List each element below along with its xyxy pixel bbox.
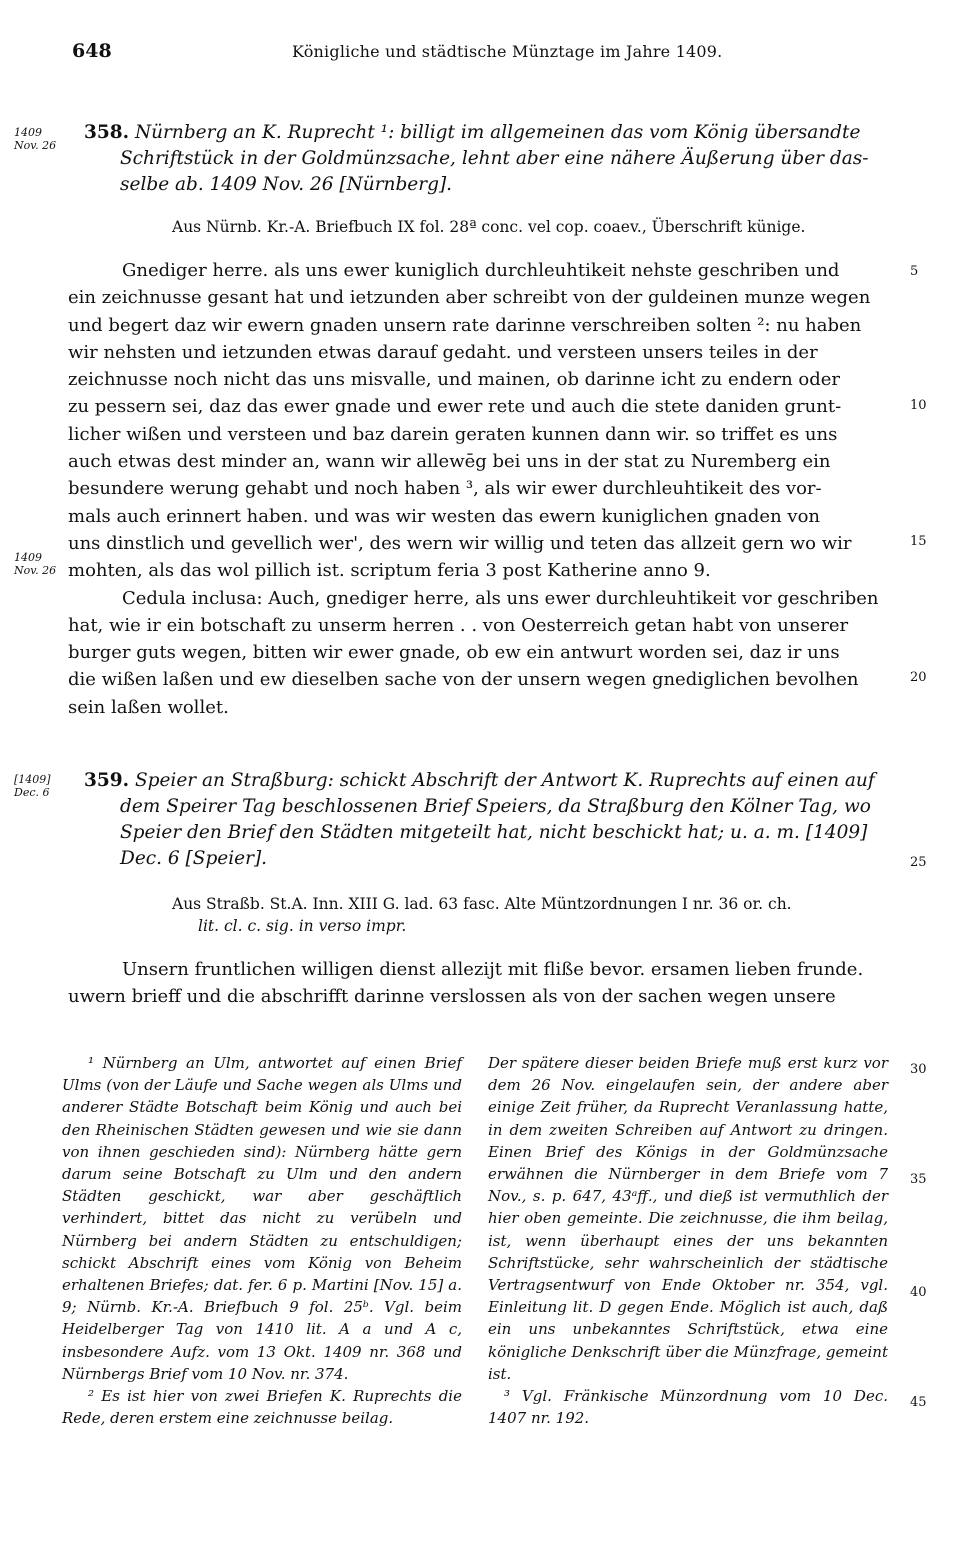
text-line: mals auch erinnert haben. und was wir westen das ewern kuniglichen gnaden von [68,505,821,527]
text-line: ein zeichnusse gesant hat und ietzunden aber schreibt von der guldeinen munze wegen [68,287,871,309]
entry-number: 358. [84,122,130,143]
line-number: 10 [910,398,927,413]
text-line: Unsern fruntlichen willigen dienst allezijt mit fliße bevor. ersamen lieben frunde. [122,959,864,980]
text-line: burger guts wegen, bitten wir ewer gnade, ob ew ein antwurt worden sei, daz ir uns [68,642,840,664]
footnote-3: ³ Vgl. Fränkische Münzordnung vom 10 Dec. 1407 nr. 192. [488,1387,888,1428]
footnotes-right-column [488,1052,888,1429]
entry-358-text [68,257,896,721]
text-line: wir nehsten und ietzunden etwas darauf gedaht. und versteen unsers teiles in der [68,341,818,363]
text-line: licher wißen und versteen und baz darein geraten kunnen dann wir. so triffet es uns [68,423,838,445]
entry-359-text [68,956,896,1011]
line-number: 20 [910,670,927,685]
line-number: 45 [910,1395,927,1410]
entry-358-heading-line: 358. Nürnberg an K. Ruprecht ¹: billigt im allgemeinen das vom König übersandte [84,122,861,143]
entry-358-heading-line: Schriftstück in der Goldmünzsache, lehnt aber eine nähere Äußerung über das- [120,148,869,169]
entry-358-source: Aus Nürnb. Kr.-A. Briefbuch IX fol. 28ª conc. vel cop. coaev., Überschrift künige. [172,218,806,236]
line-number: 15 [910,534,927,549]
text-line: zeichnusse noch nicht das uns misvalle, und mainen, ob darinne icht zu endern oder [68,369,840,391]
line-number: 35 [910,1172,927,1187]
entry-359-heading [84,768,904,872]
footnotes [62,1052,898,1452]
entry-number: 359. [84,770,130,791]
footnotes-left-column [62,1052,462,1429]
margin-date-359: [1409] Dec. 6 [14,773,51,799]
footnote-1: ¹ Nürnberg an Ulm, antwortet auf einen Brief Ulms (von der Läufe und Sache wegen als Ulms und anderer Städte Botschaft beim König und auch bei den Rheinischen Städten gewesen und wie sie dann von ihnen geschieden sind): Nürnberg hätte gern darum seine Botschaft zu Ulm und den andern Städten geschickt, war aber geschäftlich verhindert, bittet das nicht zu verübeln und Nürnberg bei andern Städten zu entschuldigen; schickt Abschrift eines vom König von Beheim erhaltenen Briefes; dat. fer. 6 p. Martini [Nov. 15] a. 9; Nürnb. Kr.-A. Briefbuch 9 fol. 25ᵇ. Vgl. beim Heidelberger Tag von 1410 lit. A a und A c, insbesondere Aufz. vom 13 Okt. 1409 nr. 368 und Nürnbergs Brief vom 10 Nov. nr. 374. [62,1054,462,1383]
entry-359-heading-line: dem Speirer Tag beschlossenen Brief Speiers, da Straßburg den Kölner Tag, wo [120,796,871,817]
text-line: besundere werung gehabt und noch haben ³, als wir ewer durchleuhtikeit des vor- [68,478,822,500]
text-line: und begert daz wir ewern gnaden unsern rate darinne verschreiben solten ²: nu haben [68,314,862,336]
running-head [62,40,902,70]
entry-359-heading-line: Dec. 6 [Speier]. [120,848,268,869]
line-number: 25 [910,855,927,870]
text-line: die wißen laßen und ew dieselben sache von der unsern wegen gnediglichen bevolhen [68,669,859,691]
line-number: 30 [910,1062,927,1077]
text-line: uwern brieff und die abschrifft darinne verslossen als von der sachen wegen unsere [68,986,836,1008]
entry-359-source-cont: lit. cl. c. sig. in verso impr. [198,917,407,935]
text-line: sein laßen wollet. [68,696,229,718]
line-number: 40 [910,1285,927,1300]
entry-359-heading-line: Speier den Brief den Städten mitgeteilt hat, nicht beschickt hat; u. a. m. [1409] [120,822,868,843]
entry-359-source: Aus Straßb. St.A. Inn. XIII G. lad. 63 fasc. Alte Müntzordnungen I nr. 36 or. ch. [172,895,792,913]
entry-358-heading [84,120,904,198]
margin-date-358: 1409 Nov. 26 [14,126,57,152]
running-title: Königliche und städtische Münztage im Jahre 1409. [292,42,723,61]
footnote-2-continued: Der spätere dieser beiden Briefe muß erst kurz vor dem 26 Nov. eingelaufen sein, der andere aber einige Zeit früher, da Ruprecht Veranlassung hatte, in dem zweiten Schreiben auf Antwort zu dringen. Einen Brief des Königs in der Goldmünzsache erwähnen die Nürnberger in dem Briefe vom 7 Nov., s. p. 647, 43ᵃff., und dieß ist vermuthlich der hier oben gemeinte. Die zeichnusse, die ihm beilag, ist, wenn überhaupt eines der uns bekannten Schriftstücke, sehr wahrscheinlich der städtische Vertragsentwurf von Ende Oktober nr. 354, vgl. Einleitung lit. D gegen Ende. Möglich ist auch, daß ein uns unbekanntes Schriftstück, etwa eine königliche Denkschrift über die Münzfrage, gemeint ist. [488,1054,888,1383]
footnote-2: ² Es ist hier von zwei Briefen K. Ruprechts die Rede, deren erstem eine zeichnusse beilag. [62,1387,462,1428]
text-line: hat, wie ir ein botschaft zu unserm herren . . von Oesterreich getan habt von unserer [68,614,849,636]
margin-date-358-end: 1409 Nov. 26 [14,551,57,577]
text-line: zu pessern sei, daz das ewer gnade und ewer rete und auch die stete daniden grunt- [68,396,842,418]
text-line: uns dinstlich und gevellich wer', des wern wir willig und teten das allzeit gern wo wir [68,532,852,554]
entry-359-heading-line: 359. Speier an Straßburg: schickt Abschrift der Antwort K. Ruprechts auf einen auf [84,770,875,791]
text-line: Cedula inclusa: Auch, gnediger herre, als uns ewer durchleuhtikeit vor geschriben [122,587,879,609]
line-number: 5 [910,264,919,279]
text-line: auch etwas dest minder an, wann wir allewēg bei uns in der stat zu Nuremberg ein [68,451,831,473]
text-line: Gnediger herre. als uns ewer kuniglich durchleuhtikeit nehste geschriben und [122,260,840,281]
text-line: mohten, als das wol pillich ist. scriptum feria 3 post Katherine anno 9. [68,560,711,582]
page-number: 648 [72,40,112,62]
entry-358-heading-line: selbe ab. 1409 Nov. 26 [Nürnberg]. [120,174,453,195]
